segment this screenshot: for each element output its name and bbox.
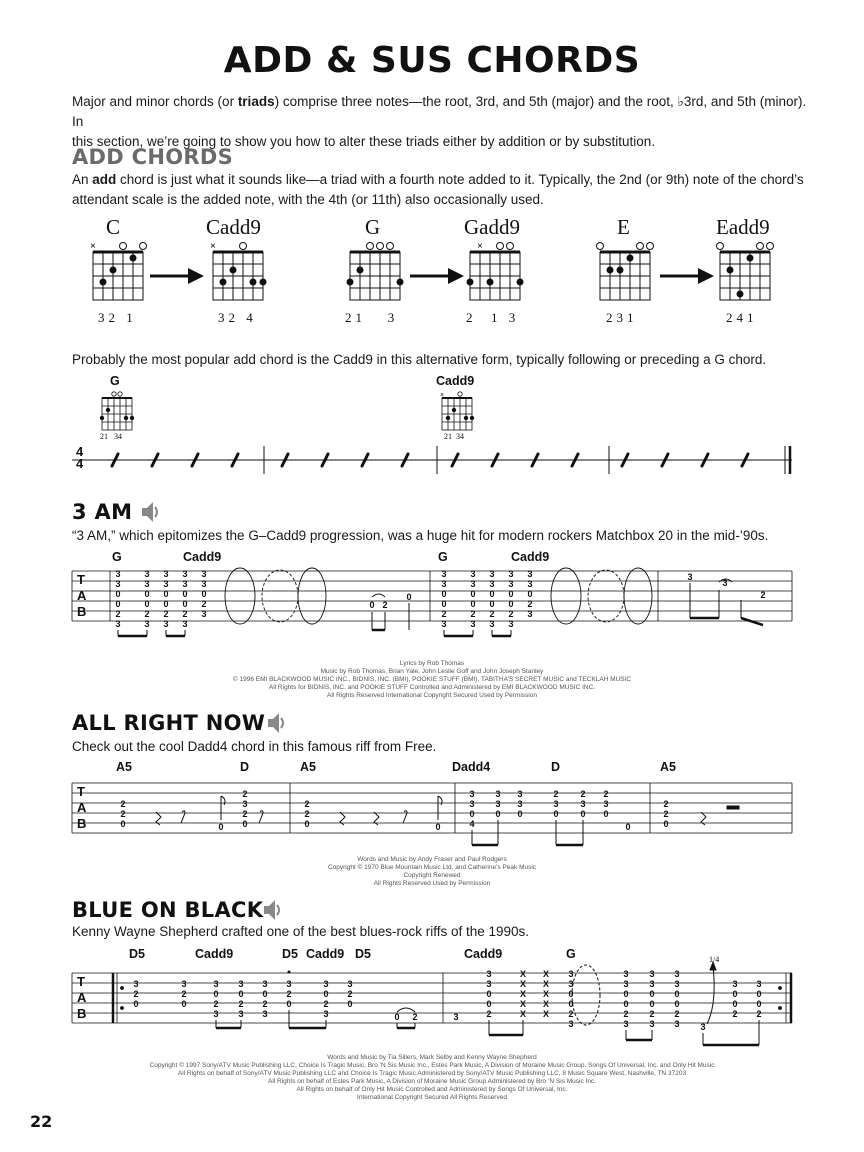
svg-text:2: 2 [304,809,310,819]
credit-line: © 1996 EMI BLACKWOOD MUSIC INC., BIDNIS, INC. (BMI), POOKIE STUFF (BMI), TABITHA’S SECRET MUSIC and TECKLAH MUSIC [232,676,632,683]
svg-text:0: 0 [649,999,655,1009]
svg-text:X: X [542,979,550,989]
audio-icon[interactable] [262,898,284,922]
svg-text:0: 0 [435,822,441,832]
svg-text:0: 0 [441,599,447,609]
svg-text:0: 0 [649,989,655,999]
svg-text:0: 0 [470,599,476,609]
svg-text:X: X [519,1009,527,1019]
svg-text:0: 0 [553,809,559,819]
credit-line: All Rights on behalf of Only Hit Music Controlled and Administered by Songs Of Universal, Inc. [296,1086,568,1093]
svg-text:3: 3 [262,1009,268,1019]
tab-notes-blueonblack [133,969,761,1032]
svg-text:3: 3 [508,579,514,589]
credit-line: All Rights on behalf of Estes Park Music, A Division of Moraine Music Group Administered by Bro ’N Sis Music Inc. [267,1078,597,1085]
credits-3am [0,660,864,700]
fingers-cadd9: 32 4 [218,310,257,325]
song-text-blueonblack: Kenny Wayne Shepherd crafted one of the best blues-rock riffs of the 1990s. [72,924,530,939]
svg-text:2: 2 [756,1009,762,1019]
svg-text:2: 2 [603,789,609,799]
svg-text:X: X [519,969,527,979]
time-sig-top: 4 [76,444,84,459]
svg-text:×: × [90,241,96,252]
svg-text:3: 3 [323,979,329,989]
chord-name-e: E [617,215,630,239]
svg-text:2: 2 [304,799,310,809]
svg-text:0: 0 [182,599,188,609]
svg-text:0: 0 [756,989,762,999]
svg-text:0: 0 [469,809,475,819]
svg-text:2: 2 [286,989,292,999]
svg-text:X: X [542,999,550,1009]
svg-text:3: 3 [687,572,693,582]
tab-staff-allrightnow [72,783,792,833]
song-heading-3am: 3 AM [72,500,133,524]
svg-text:3: 3 [286,979,292,989]
tab-letters-allrightnow [77,784,86,832]
svg-text:3: 3 [115,579,121,589]
svg-text:0: 0 [517,809,523,819]
credit-line: Words and Music by Tia Sillers, Mark Selby and Kenny Wayne Shepherd [327,1054,537,1061]
tab-letter-b: B [77,816,87,831]
chord-arn-a5-3: A5 [660,760,676,774]
svg-text:3: 3 [489,569,495,579]
song-heading-blueonblack: BLUE ON BLACK [72,898,264,922]
svg-text:2: 2 [181,989,187,999]
svg-text:0: 0 [242,819,248,829]
svg-text:3: 3 [201,609,207,619]
svg-text:3: 3 [568,1019,574,1029]
svg-text:3: 3 [181,979,187,989]
svg-text:2: 2 [120,809,126,819]
credit-line: Copyright Renewed [403,872,461,879]
svg-text:3: 3 [489,579,495,589]
credits-blueonblack [0,1054,864,1102]
svg-text:3: 3 [238,979,244,989]
chord-bob-cadd9-3: Cadd9 [464,947,503,961]
svg-text:3: 3 [674,1019,680,1029]
svg-text:2: 2 [568,1009,574,1019]
svg-text:2: 2 [201,599,207,609]
add-text-1a: An [72,172,93,187]
svg-text:0: 0 [508,599,514,609]
svg-text:0: 0 [527,589,533,599]
svg-text:3: 3 [163,579,169,589]
svg-text:3: 3 [732,979,738,989]
small-fingers-cadd9: 21 34 [444,432,464,441]
svg-text:0: 0 [163,599,169,609]
svg-text:0: 0 [508,589,514,599]
intro-text-1c: ) comprise three notes—the root, 3rd, and 5th (major) and the root, ♭3rd, and 5th (minor). In [72,94,807,129]
svg-text:3: 3 [486,969,492,979]
svg-text:2: 2 [382,600,388,610]
svg-text:3: 3 [441,579,447,589]
svg-text:3: 3 [470,579,476,589]
svg-text:0: 0 [394,1012,400,1022]
svg-text:2: 2 [760,590,766,600]
svg-text:0: 0 [238,989,244,999]
svg-text:0: 0 [625,822,631,832]
svg-text:3: 3 [470,569,476,579]
svg-text:3: 3 [649,979,655,989]
svg-text:3: 3 [623,979,629,989]
svg-text:2: 2 [242,789,248,799]
svg-text:2: 2 [580,789,586,799]
chord-3am-cadd9-1: Cadd9 [183,550,222,564]
svg-text:2: 2 [674,1009,680,1019]
credit-line: Copyright © 1970 Blue Mountain Music Ltd. and Catherine’s Peak Music [327,864,537,871]
tab-letter-t: T [77,572,85,587]
tab-letter-b: B [77,604,87,619]
svg-text:3: 3 [201,579,207,589]
song-text-allrightnow: Check out the cool Dadd4 chord in this famous riff from Free. [72,739,437,754]
svg-text:3: 3 [441,569,447,579]
svg-text:2: 2 [649,1009,655,1019]
svg-text:0: 0 [674,999,680,1009]
svg-text:0: 0 [181,999,187,1009]
chord-name-cadd9: Cadd9 [206,215,261,239]
fingers-eadd9: 241 [726,310,758,325]
svg-text:0: 0 [163,589,169,599]
chord-bob-d5-2: D5 [282,947,298,961]
svg-text:3: 3 [603,799,609,809]
bend-label: 1/4 [709,955,720,964]
svg-text:0: 0 [218,822,224,832]
tab-letter-t: T [77,974,85,989]
svg-text:2: 2 [553,789,559,799]
svg-text:3: 3 [495,799,501,809]
chord-arn-dadd4: Dadd4 [452,760,491,774]
svg-text:3: 3 [495,789,501,799]
svg-text:×: × [477,241,483,252]
chord-name-c: C [106,215,121,239]
tab-letters-blueonblack [77,974,86,1022]
svg-text:3: 3 [182,579,188,589]
chord-name-gadd9: Gadd9 [464,215,520,239]
add-chords-heading: ADD CHORDS [72,145,233,169]
fingers-c: 32 1 [98,310,137,325]
svg-text:0: 0 [262,989,268,999]
svg-text:3: 3 [527,609,533,619]
svg-text:0: 0 [144,599,150,609]
time-sig-bottom: 4 [76,456,84,471]
svg-text:0: 0 [486,999,492,1009]
credit-line: Copyright © 1997 Sony/ATV Music Publishing LLC, Choice Is Tragic Music, Bro ’N Sis Music Inc., Estes Park Music, A Division of Moraine Music Group, Songs Of Universal, Inc. and Only Hit Music [149,1062,715,1069]
tab-letter-a: A [77,800,87,815]
credit-line: Music by Rob Thomas, Brian Yale, John Leslie Goff and John Joseph Stanley [320,668,544,675]
credit-line: All Rights Reserved International Copyright Secured Used by Permission [327,692,537,699]
credit-line: All Rights on behalf of Sony/ATV Music Publishing LLC and Choice Is Tragic Music Administered by Sony/ATV Music Publishing LLC, 8 Music Square West, Nashville, TN 37203 [177,1070,687,1077]
song-heading-allrightnow: ALL RIGHT NOW [72,711,266,735]
svg-text:3: 3 [115,569,121,579]
song-text-3am: “3 AM,” which epitomizes the G–Cadd9 progression, was a huge hit for modern rockers Matchbox 20 in the mid-’90s. [72,528,769,543]
svg-text:2: 2 [412,1012,418,1022]
svg-text:×: × [210,241,216,252]
chord-name-eadd9: Eadd9 [716,215,770,239]
svg-text:0: 0 [568,999,574,1009]
svg-text:3: 3 [722,578,728,588]
svg-text:0: 0 [470,589,476,599]
add-text-2: attendant scale is the added note, with the 4th (or 11th) also occasionally used. [72,192,544,207]
credit-line: Lyrics by Rob Thomas [399,660,465,667]
svg-text:3: 3 [508,569,514,579]
svg-text:3: 3 [517,799,523,809]
add-text-bold: add [92,172,117,187]
svg-text:2: 2 [347,989,353,999]
svg-text:0: 0 [568,989,574,999]
svg-text:3: 3 [649,969,655,979]
svg-text:2: 2 [182,609,188,619]
credit-line: All Rights Reserved Used by Permission [373,880,491,887]
svg-text:3: 3 [347,979,353,989]
svg-text:0: 0 [663,819,669,829]
svg-text:3: 3 [553,799,559,809]
svg-text:3: 3 [323,1009,329,1019]
chord-bob-d5-1: D5 [129,947,145,961]
chord-arn-a5-2: A5 [300,760,316,774]
chord-3am-g-2: G [438,550,448,564]
svg-text:3: 3 [201,569,207,579]
svg-text:2: 2 [441,609,447,619]
chord-arn-d-2: D [551,760,561,774]
svg-text:3: 3 [527,579,533,589]
svg-text:3: 3 [469,789,475,799]
svg-text:3: 3 [470,619,476,629]
intro-text-1a: Major and minor chords (or [72,94,238,109]
svg-text:3: 3 [182,569,188,579]
svg-text:2: 2 [508,609,514,619]
svg-text:3: 3 [527,569,533,579]
svg-text:2: 2 [527,599,533,609]
svg-text:0: 0 [406,592,412,602]
svg-text:3: 3 [649,1019,655,1029]
svg-text:0: 0 [286,999,292,1009]
svg-text:0: 0 [623,999,629,1009]
svg-text:3: 3 [486,979,492,989]
svg-text:0: 0 [732,989,738,999]
tab-letter-a: A [77,990,87,1005]
svg-text:3: 3 [262,979,268,989]
svg-text:0: 0 [623,989,629,999]
svg-text:3: 3 [213,1009,219,1019]
tab-letters-3am [77,572,86,620]
tab-staff-3am [72,571,792,621]
svg-text:2: 2 [163,609,169,619]
add-text-1c: chord is just what it sounds like—a triad with a fourth note added to it. Typically, the 2nd (or 9th) note of the chord’s [116,172,804,187]
tab-notes-3am [115,569,765,629]
svg-text:X: X [519,989,527,999]
svg-text:0: 0 [144,589,150,599]
svg-text:3: 3 [623,1019,629,1029]
svg-text:X: X [519,979,527,989]
svg-text:2: 2 [133,989,139,999]
svg-text:0: 0 [201,589,207,599]
intro-text-2: this section, we’re going to show you how to alter these triads either by addition or by substitution. [72,134,656,149]
svg-text:3: 3 [163,619,169,629]
svg-text:2: 2 [623,1009,629,1019]
svg-text:2: 2 [323,999,329,1009]
svg-text:3: 3 [453,1012,459,1022]
svg-text:3: 3 [568,969,574,979]
svg-text:3: 3 [469,799,475,809]
tab-notes-allrightnow [120,789,668,832]
credit-line: All Rights for BIDNIS, INC. and POOKIE STUFF Controlled and Administered by EMI BLACKWOOD MUSIC INC. [268,684,596,691]
tab-staff-blueonblack [72,973,792,1023]
svg-text:0: 0 [120,819,126,829]
svg-text:0: 0 [369,600,375,610]
svg-text:2: 2 [486,1009,492,1019]
svg-text:0: 0 [495,809,501,819]
svg-text:0: 0 [486,989,492,999]
svg-text:2: 2 [663,799,669,809]
chord-3am-g-1: G [112,550,122,564]
small-chord-name-g: G [110,374,120,388]
small-fingers-g: 21 34 [100,432,122,441]
svg-text:3: 3 [568,979,574,989]
svg-text:2: 2 [238,999,244,1009]
svg-text:3: 3 [580,799,586,809]
svg-text:3: 3 [441,619,447,629]
page-number: 22 [30,1112,53,1131]
chord-arn-d-1: D [240,760,250,774]
tab-letter-t: T [77,784,85,799]
chord-bob-g: G [566,947,576,961]
svg-text:2: 2 [663,809,669,819]
svg-text:3: 3 [508,619,514,629]
svg-text:3: 3 [756,979,762,989]
svg-text:0: 0 [182,589,188,599]
svg-text:4: 4 [469,819,475,829]
svg-text:2: 2 [489,609,495,619]
svg-text:X: X [542,989,550,999]
svg-text:3: 3 [700,1022,706,1032]
svg-text:0: 0 [756,999,762,1009]
tab-letter-a: A [77,588,87,603]
svg-text:0: 0 [441,589,447,599]
svg-text:3: 3 [674,979,680,989]
intro-text-triads: triads [237,94,275,109]
svg-text:X: X [542,1009,550,1019]
svg-text:3: 3 [623,969,629,979]
fingers-e: 231 [606,310,638,325]
svg-text:0: 0 [115,589,121,599]
chord-bob-cadd9-2: Cadd9 [306,947,345,961]
svg-text:3: 3 [144,579,150,589]
svg-text:3: 3 [489,619,495,629]
page-title: ADD & SUS CHORDS [223,40,641,81]
audio-icon[interactable] [266,711,288,735]
svg-text:0: 0 [489,589,495,599]
svg-text:0: 0 [732,999,738,1009]
chord-name-g: G [365,215,381,239]
svg-text:2: 2 [262,999,268,1009]
svg-text:2: 2 [120,799,126,809]
svg-text:2: 2 [115,609,121,619]
svg-text:3: 3 [213,979,219,989]
svg-text:3: 3 [133,979,139,989]
credit-line: Words and Music by Andy Fraser and Paul Rodgers [357,856,507,863]
svg-text:0: 0 [347,999,353,1009]
tab-letter-b: B [77,1006,87,1021]
svg-text:0: 0 [603,809,609,819]
svg-text:3: 3 [144,619,150,629]
svg-text:3: 3 [163,569,169,579]
svg-text:2: 2 [732,1009,738,1019]
credits-allrightnow [0,856,864,888]
fingers-gadd9: 2 1 3 [466,310,520,325]
svg-text:0: 0 [115,599,121,609]
svg-text:X: X [519,999,527,1009]
svg-text:2: 2 [470,609,476,619]
svg-text:2: 2 [213,999,219,1009]
svg-text:0: 0 [304,819,310,829]
svg-text:0: 0 [133,999,139,1009]
svg-text:3: 3 [182,619,188,629]
svg-text:×: × [440,392,445,399]
svg-text:X: X [542,969,550,979]
svg-text:3: 3 [238,1009,244,1019]
svg-text:0: 0 [213,989,219,999]
svg-text:0: 0 [489,599,495,609]
tab-ties-3am [225,568,732,624]
popular-text: Probably the most popular add chord is the Cadd9 in this alternative form, typically following or preceding a G chord. [72,352,767,367]
svg-text:0: 0 [674,989,680,999]
svg-text:0: 0 [323,989,329,999]
svg-text:2: 2 [144,609,150,619]
svg-text:3: 3 [517,789,523,799]
svg-text:3: 3 [144,569,150,579]
fingers-g: 21 3 [345,310,399,325]
small-chord-name-cadd9: Cadd9 [436,374,475,388]
credit-line: International Copyright Secured All Rights Reserved [357,1094,507,1101]
svg-text:3: 3 [115,619,121,629]
chord-bob-cadd9-1: Cadd9 [195,947,234,961]
svg-text:2: 2 [242,809,248,819]
svg-text:3: 3 [242,799,248,809]
chord-3am-cadd9-2: Cadd9 [511,550,550,564]
chord-arn-a5-1: A5 [116,760,132,774]
chord-bob-d5-3: D5 [355,947,371,961]
svg-text:3: 3 [674,969,680,979]
svg-text:0: 0 [580,809,586,819]
